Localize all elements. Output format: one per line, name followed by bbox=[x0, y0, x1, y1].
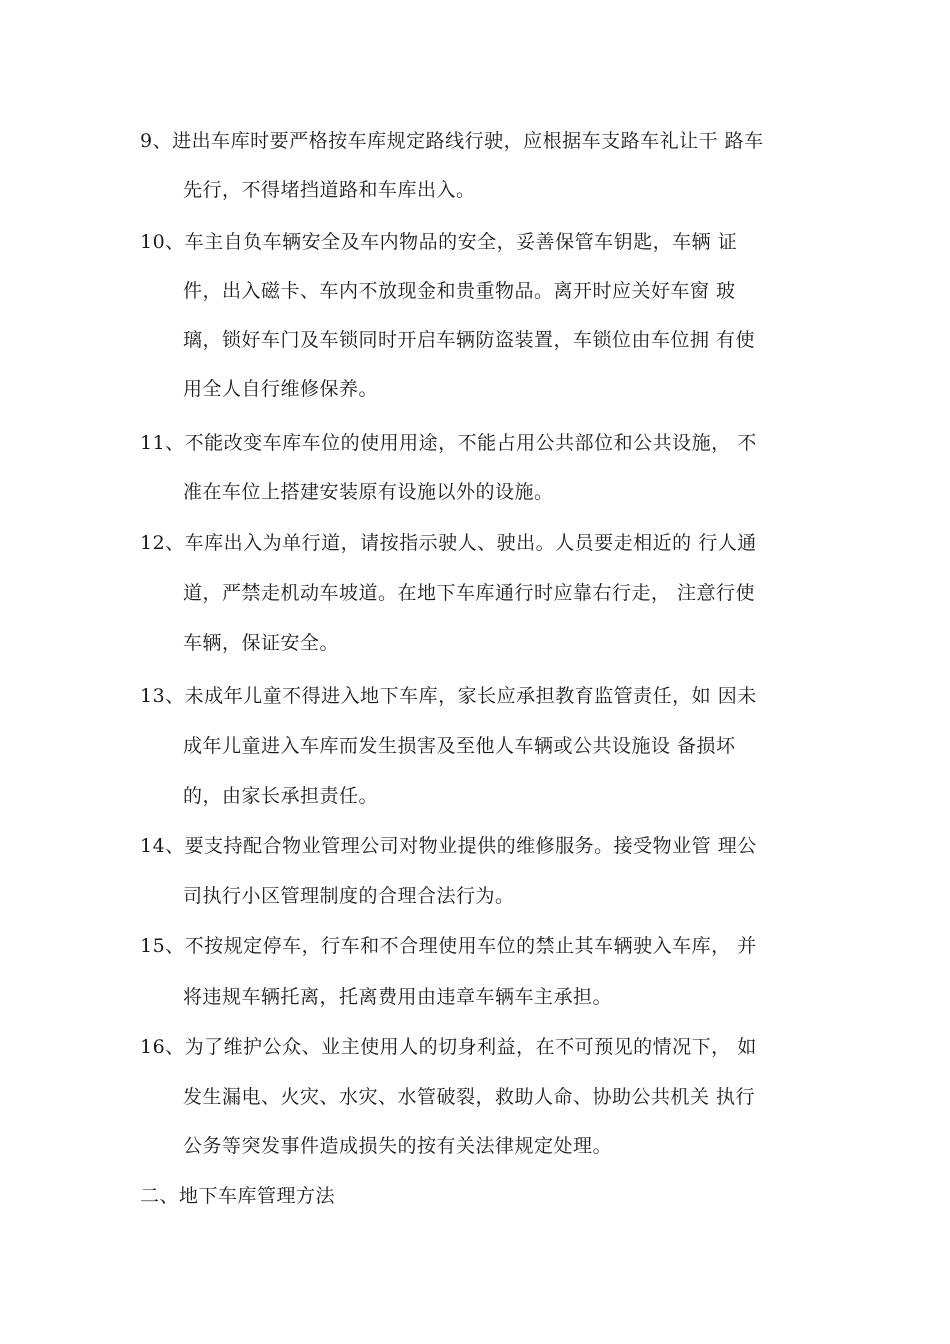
rule-13-line-1: 13、未成年儿童不得进入地下车库，家长应承担教育监管责任，如 因未 bbox=[140, 685, 757, 707]
rule-12-line-2: 道，严禁走机动车坡道。在地下车库通行时应靠右行走， 注意行使 bbox=[183, 582, 756, 604]
rule-16-line-3: 公务等突发事件造成损失的按有关法律规定处理。 bbox=[183, 1135, 613, 1157]
rule-12-line-1: 12、车库出入为单行道，请按指示驶人、驶出。人员要走相近的 行人通 bbox=[140, 532, 757, 554]
rule-10-line-4: 用全人自行维修保养。 bbox=[183, 378, 379, 400]
rule-11-line-2: 准在车位上搭建安装原有设施以外的设施。 bbox=[183, 481, 554, 503]
rule-10-line-2: 件，出入磁卡、车内不放现金和贵重物品。离开时应关好车窗 玻 bbox=[183, 280, 736, 302]
rule-13-line-3: 的，由家长承担责任。 bbox=[183, 785, 379, 807]
rule-9-line-1: 9、进出车库时要严格按车库规定路线行驶，应根据车支路车礼让干 路车 bbox=[140, 130, 764, 152]
rule-13-line-2: 成年儿童进入车库而发生损害及至他人车辆或公共设施设 备损坏 bbox=[183, 735, 736, 757]
rule-16-line-1: 16、为了维护公众、业主使用人的切身利益，在不可预见的情况下， 如 bbox=[140, 1036, 757, 1058]
section-heading: 二、地下车库管理方法 bbox=[140, 1185, 336, 1207]
rule-10-line-1: 10、车主自负车辆安全及车内物品的安全，妥善保管车钥匙，车辆 证 bbox=[140, 231, 738, 253]
rule-9-line-2: 先行，不得堵挡道路和车库出入。 bbox=[183, 179, 476, 201]
rule-15-line-1: 15、不按规定停车，行车和不合理使用车位的禁止其车辆驶入车库， 并 bbox=[140, 935, 757, 957]
rule-11-line-1: 11、不能改变车库车位的使用用途，不能占用公共部位和公共设施， 不 bbox=[140, 432, 757, 454]
rule-15-line-2: 将违规车辆托离，托离费用由违章车辆车主承担。 bbox=[183, 986, 613, 1008]
rule-16-line-2: 发生漏电、火灾、水灾、水管破裂，救助人命、协助公共机关 执行 bbox=[183, 1086, 756, 1108]
rule-14-line-2: 司执行小区管理制度的合理合法行为。 bbox=[183, 885, 515, 907]
rule-12-line-3: 车辆，保证安全。 bbox=[183, 632, 340, 654]
rule-10-line-3: 璃，锁好车门及车锁同时开启车辆防盗装置，车锁位由车位拥 有使 bbox=[183, 329, 756, 351]
rule-14-line-1: 14、要支持配合物业管理公司对物业提供的维修服务。接受物业管 理公 bbox=[140, 835, 757, 857]
